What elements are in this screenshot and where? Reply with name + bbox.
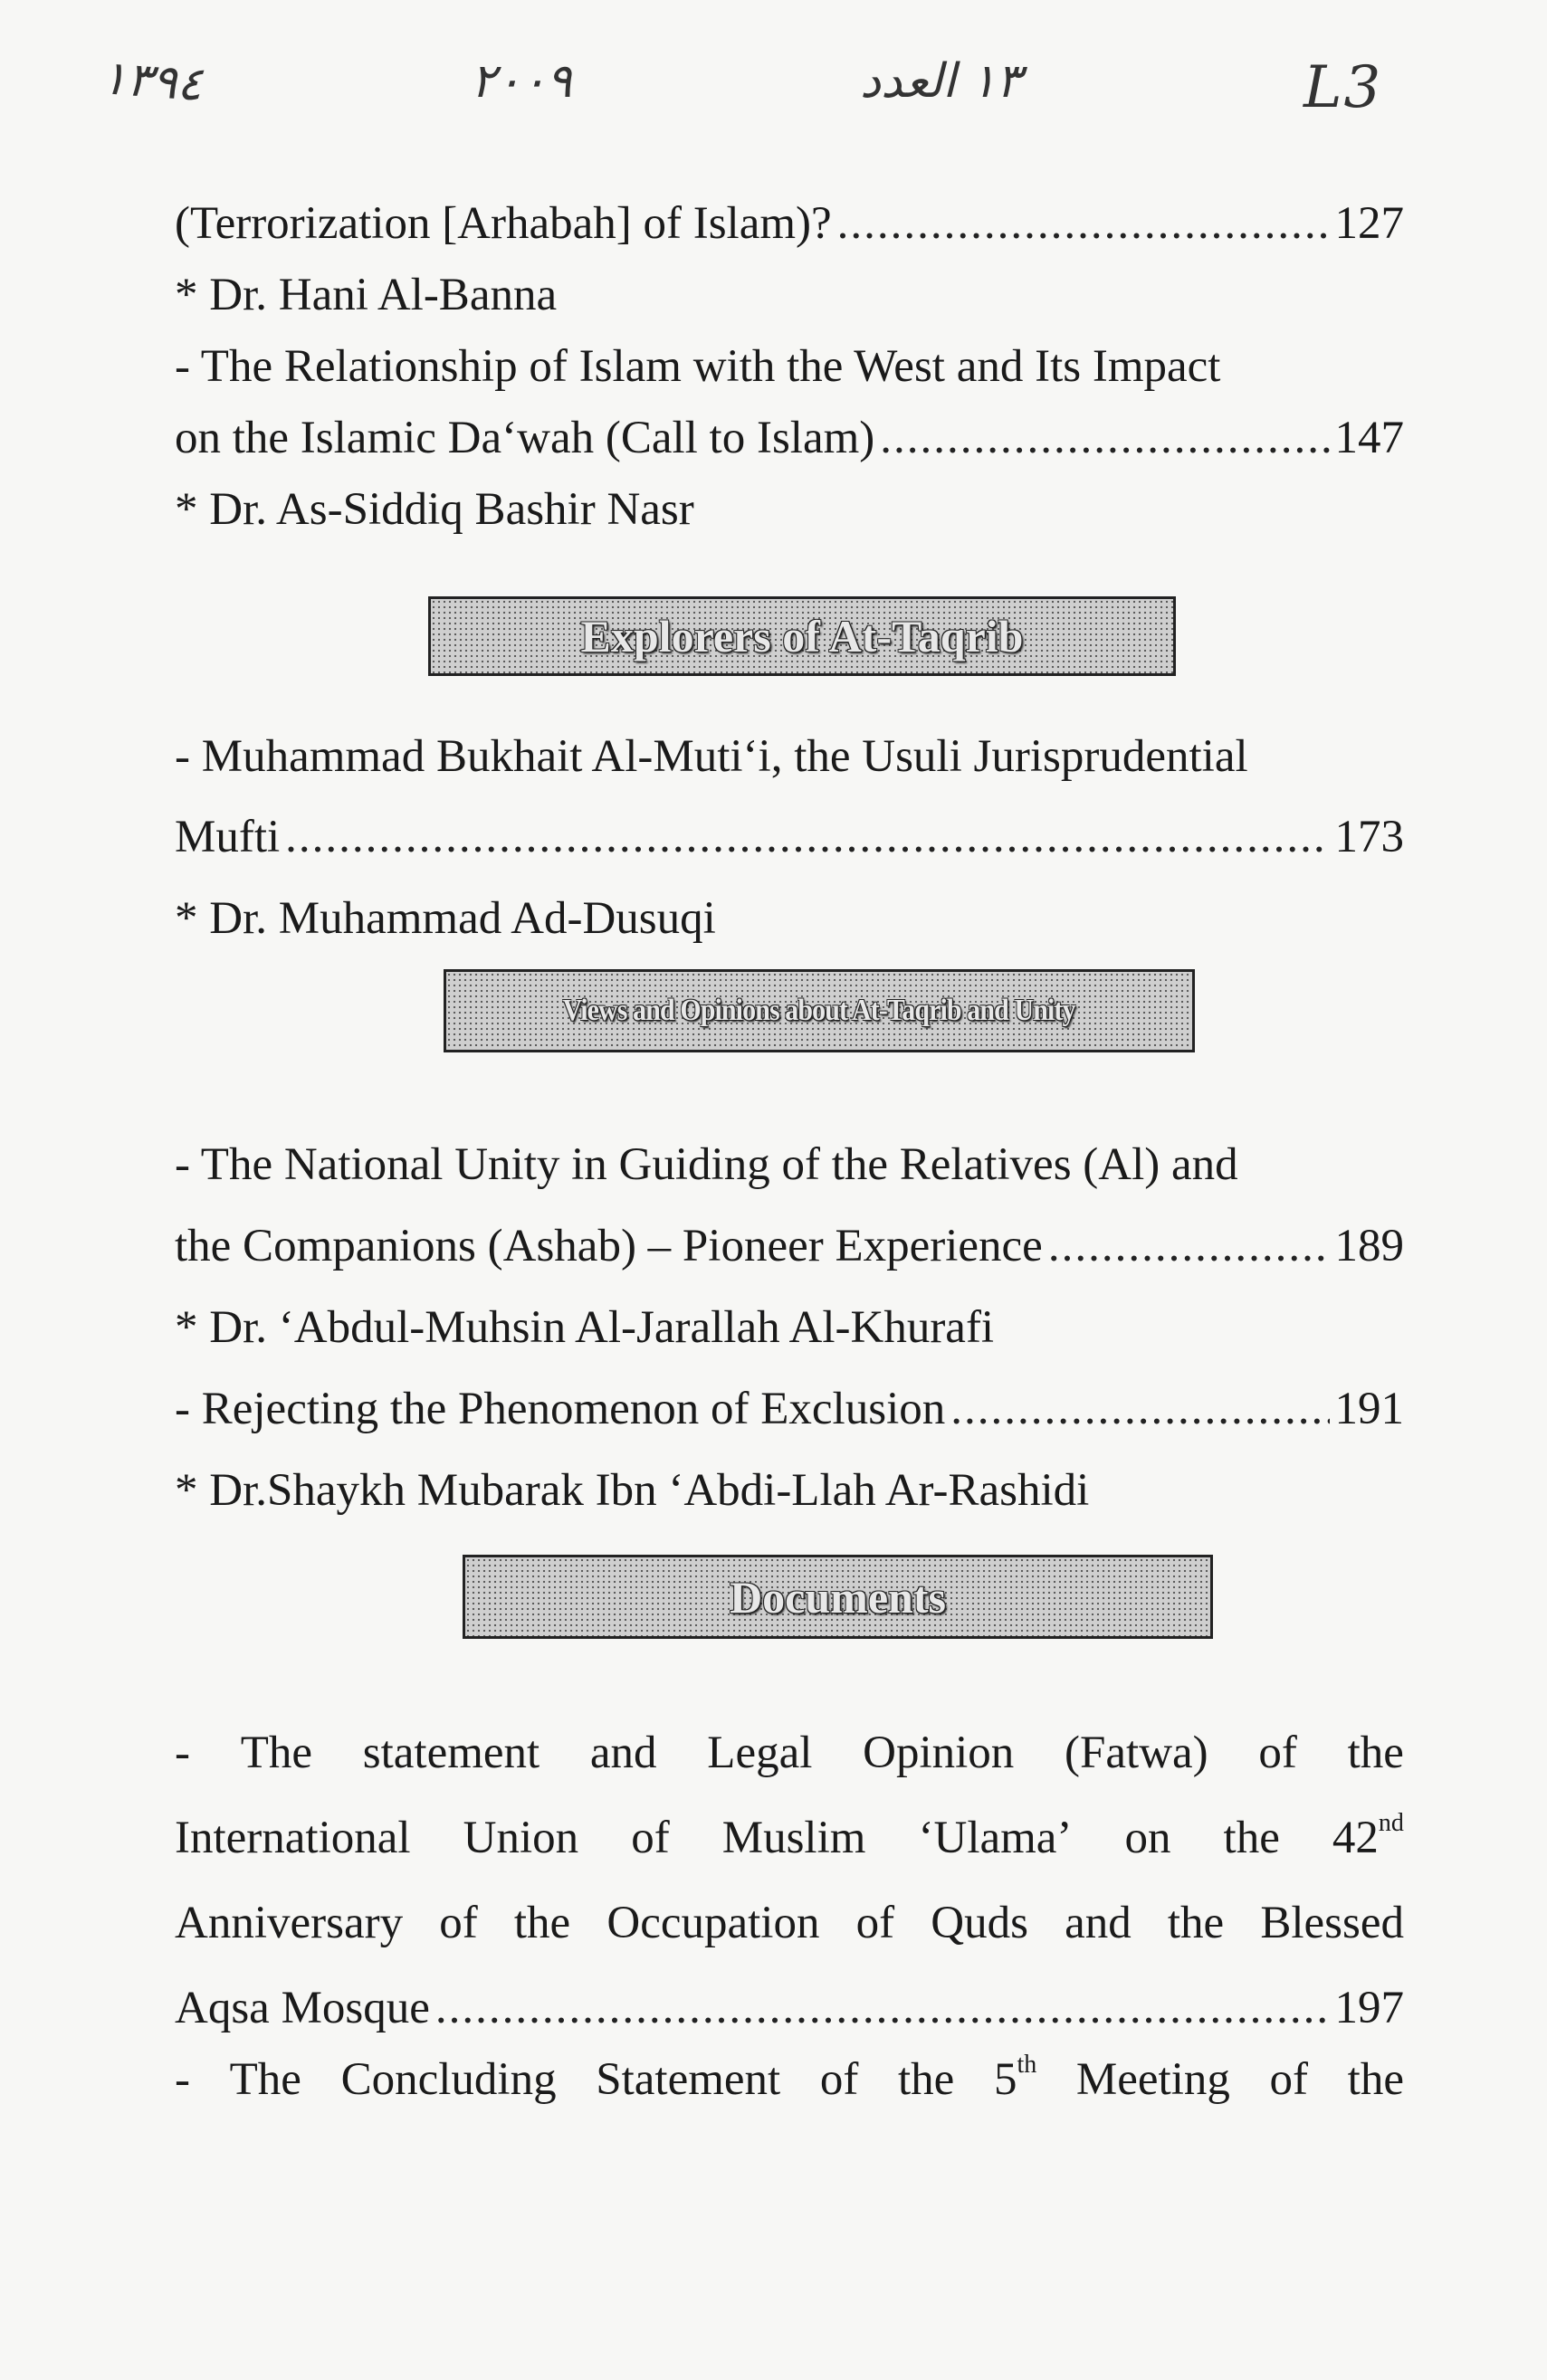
handwritten-mark: L3	[1303, 54, 1383, 121]
word: Statement	[596, 2054, 781, 2105]
section-banner	[463, 1555, 1213, 1639]
toc-entry-text: the Companions (Ashab) – Pioneer Experience	[175, 1221, 1043, 1271]
toc-entry	[175, 1979, 1404, 2037]
word: The	[229, 2054, 301, 2105]
page-number: 191	[1334, 1384, 1404, 1434]
toc-entry-text: - Muhammad Bukhait Al-Muti‘i, the Usuli Jurisprudential	[175, 731, 1248, 782]
author-line: * Dr. ‘Abdul-Muhsin Al-Jarallah Al-Khurafi	[175, 1302, 995, 1353]
author-line: * Dr. Muhammad Ad-Dusuqi	[175, 893, 716, 944]
ordinal-number: 5	[993, 2054, 1017, 2105]
word: Occupation	[606, 1898, 820, 1948]
word: ‘Ulama’	[918, 1813, 1073, 1863]
page-number: 189	[1334, 1221, 1404, 1271]
author-line: * Dr. As-Siddiq Bashir Nasr	[175, 484, 694, 535]
section-banner	[444, 969, 1195, 1052]
section-title: Explorers of At-Taqrib	[580, 611, 1024, 662]
page-number: 127	[1334, 198, 1404, 249]
word: International	[175, 1813, 411, 1863]
ordinal-suffix: nd	[1378, 1809, 1404, 1837]
word: The	[240, 1728, 313, 1778]
toc-entry-text: - The National Unity in Guiding of the Relatives (Al) and	[175, 1139, 1238, 1190]
word: the	[1223, 1813, 1280, 1863]
toc-entry-text: (Terrorization [Arhabah] of Islam)?	[175, 198, 832, 249]
word: of	[1258, 1728, 1297, 1778]
word: Legal	[707, 1728, 813, 1778]
author-line: * Dr.Shaykh Mubarak Ibn ‘Abdi-Llah Ar-Rashidi	[175, 1465, 1090, 1516]
word: the	[1347, 2054, 1404, 2105]
word: of	[855, 1898, 895, 1948]
word: and	[589, 1728, 657, 1778]
word: of	[819, 2054, 859, 2105]
page-number: 197	[1334, 1983, 1404, 2033]
ordinal	[1332, 1809, 1404, 1867]
dot-leader	[285, 808, 1329, 866]
justified-line	[175, 1724, 1404, 1782]
word: statement	[362, 1728, 540, 1778]
toc-entry	[175, 195, 1404, 252]
justified-line	[175, 1809, 1404, 1867]
toc-entry	[175, 1380, 1404, 1438]
handwritten-mark: ٢٠٠٩	[471, 54, 572, 109]
toc-entry-text: - Rejecting the Phenomenon of Exclusion	[175, 1384, 946, 1434]
dot-leader	[1048, 1217, 1330, 1275]
ordinal-number: 42	[1332, 1813, 1379, 1863]
word: (Fatwa)	[1065, 1728, 1208, 1778]
word: the	[1167, 1898, 1225, 1948]
word: -	[175, 1728, 190, 1778]
dot-leader	[880, 409, 1329, 467]
author-line: * Dr. Hani Al-Banna	[175, 270, 558, 320]
word: Blessed	[1260, 1898, 1404, 1948]
word: Union	[463, 1813, 579, 1863]
word: Quds	[931, 1898, 1028, 1948]
justified-line	[175, 1894, 1404, 1952]
word: and	[1065, 1898, 1132, 1948]
word: of	[439, 1898, 478, 1948]
section-title: Documents	[730, 1571, 946, 1623]
section-banner	[428, 596, 1176, 676]
toc-entry	[175, 808, 1404, 866]
word: Muslim	[721, 1813, 866, 1863]
word: Concluding	[340, 2054, 557, 2105]
dot-leader	[950, 1380, 1329, 1438]
ordinal-suffix: th	[1017, 2051, 1037, 2079]
dot-leader	[435, 1979, 1330, 2037]
word: Meeting	[1075, 2054, 1230, 2105]
word: Opinion	[863, 1728, 1015, 1778]
word: -	[175, 2054, 190, 2105]
justified-line	[175, 2051, 1404, 2109]
toc-entry	[175, 1217, 1404, 1275]
word: the	[513, 1898, 571, 1948]
toc-entry-text: on the Islamic Da‘wah (Call to Islam)	[175, 413, 875, 463]
page-number: 147	[1334, 413, 1404, 463]
page-number: 173	[1334, 812, 1404, 862]
toc-entry-text: Mufti	[175, 812, 281, 862]
word: of	[1269, 2054, 1309, 2105]
word: Anniversary	[175, 1898, 404, 1948]
word: of	[631, 1813, 670, 1863]
handwritten-mark: ١٣٩٤	[100, 51, 205, 112]
section-title: Views and Opinions about At-Taqrib and Unity	[563, 994, 1075, 1027]
toc-entry-text: - The Relationship of Islam with the West and Its Impact	[175, 341, 1221, 392]
handwritten-mark: ١٣ العدد	[860, 54, 1022, 109]
toc-entry-text: Aqsa Mosque	[175, 1983, 430, 2033]
word: the	[1347, 1728, 1404, 1778]
dot-leader	[837, 195, 1330, 252]
word: the	[898, 2054, 955, 2105]
toc-entry	[175, 409, 1404, 467]
word: on	[1124, 1813, 1171, 1863]
ordinal	[994, 2051, 1036, 2109]
